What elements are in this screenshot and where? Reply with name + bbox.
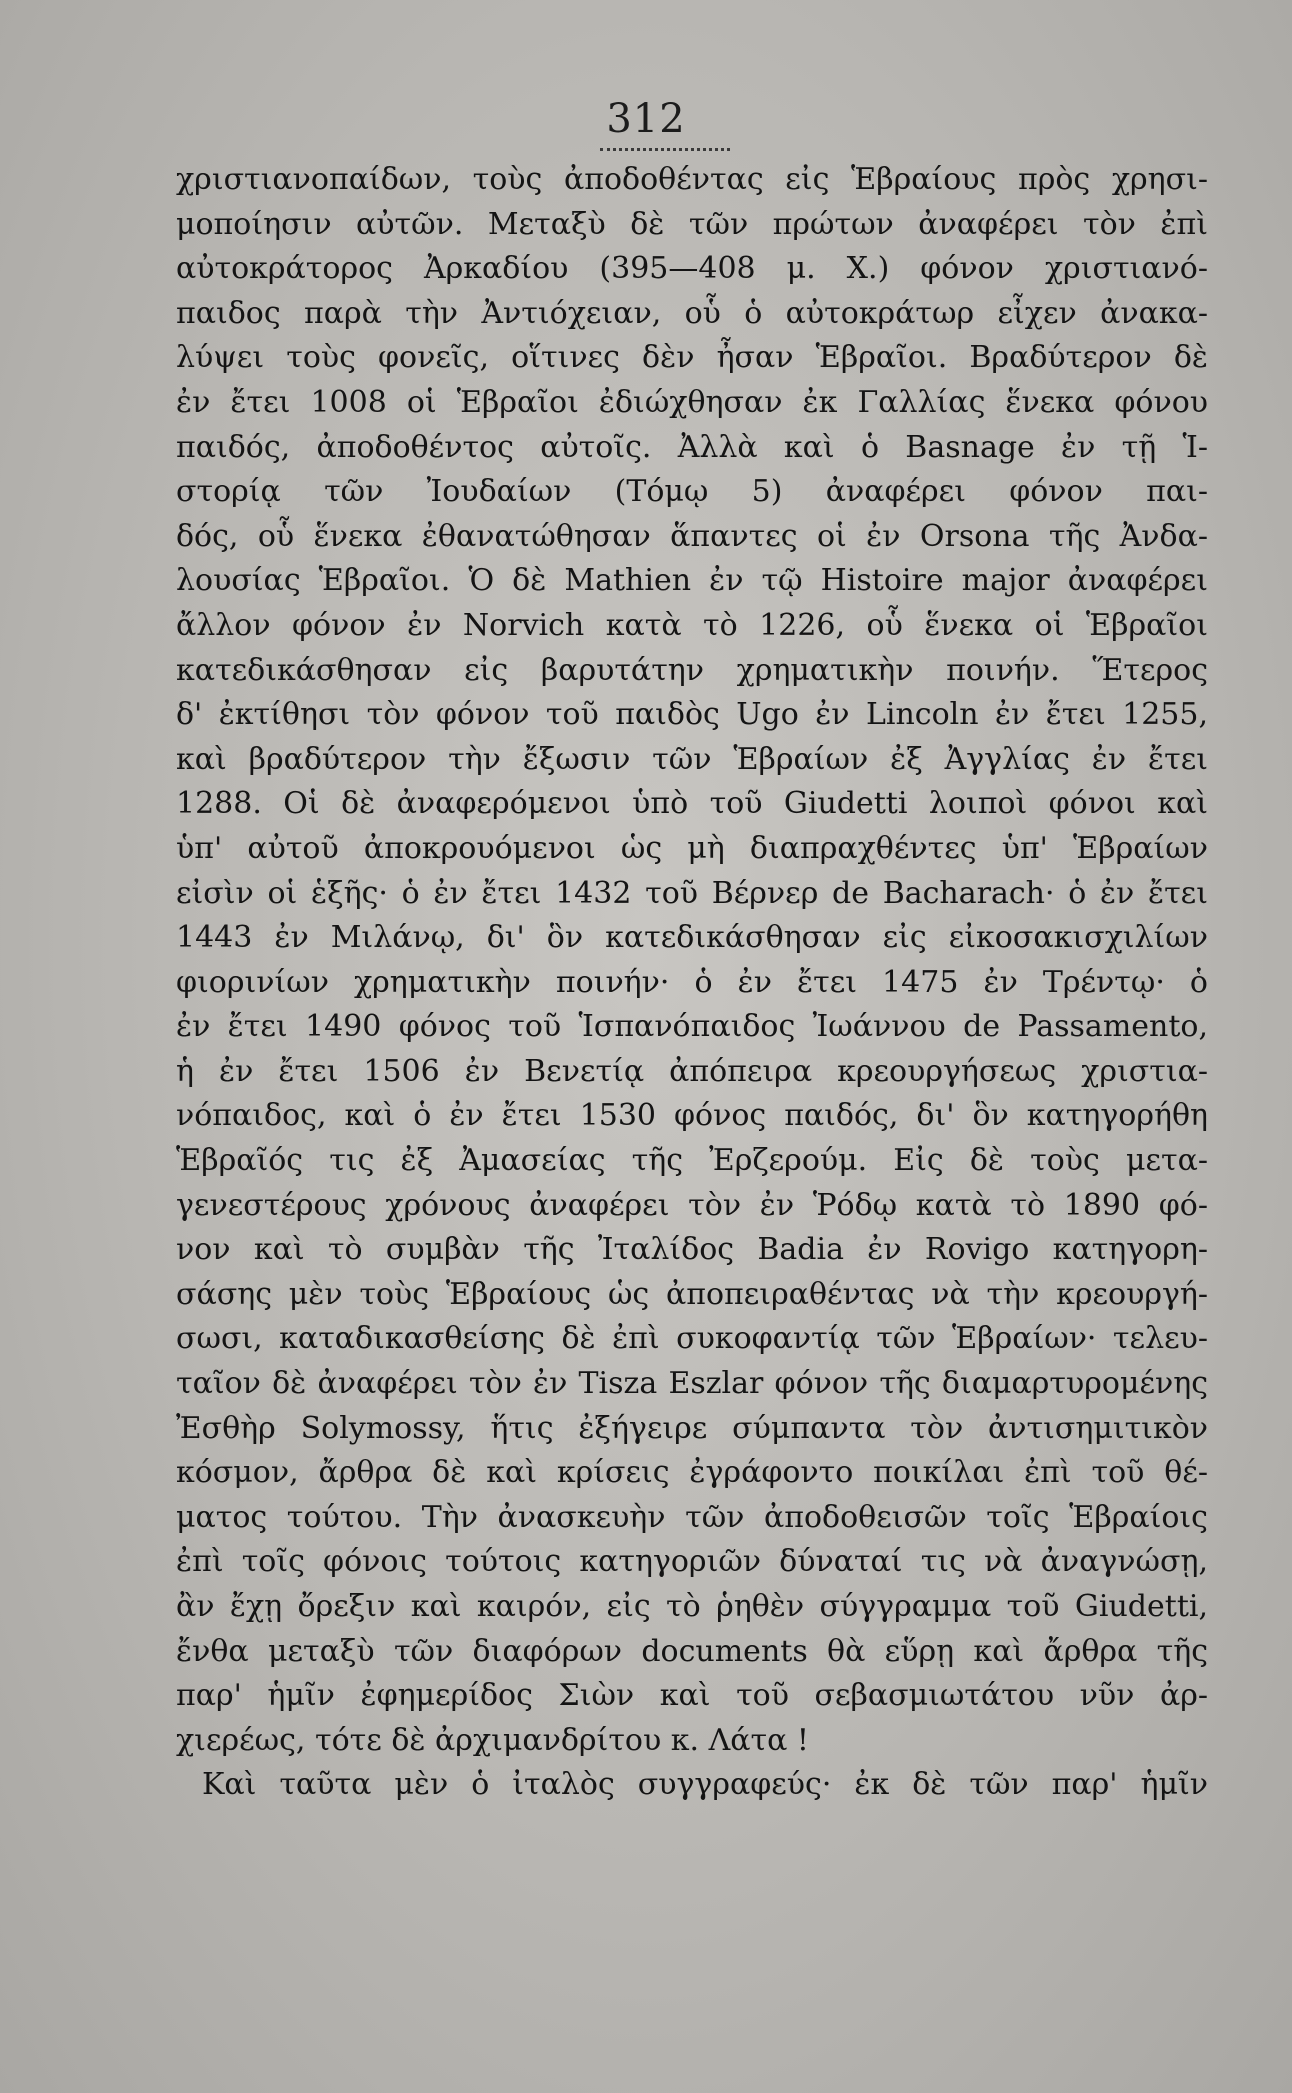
- text-line: ἂν ἔχῃ ὄρεξιν καὶ καιρόν, εἰς τὸ ῥηθὲν σύγγραμμα τοῦ Giudetti,: [176, 1589, 1208, 1624]
- text-line: νον καὶ τὸ συμβὰν τῆς Ἰταλίδος Badia ἐν Rovigo κατηγορη-: [176, 1232, 1208, 1268]
- text-line-paragraph-end: χιερέως, τότε δὲ ἀρχιμανδρίτου κ. Λάτα !: [176, 1722, 809, 1758]
- text-line: νόπαιδος, καὶ ὁ ἐν ἔτει 1530 φόνος παιδός, δι' ὃν κατηγορήθη: [176, 1098, 1208, 1134]
- text-line: ἐν ἔτει 1008 οἱ Ἑβραῖοι ἐδιώχθησαν ἐκ Γαλλίας ἕνεκα φόνου: [176, 384, 1208, 420]
- text-line: σωσι, καταδικασθείσης δὲ ἐπὶ συκοφαντίᾳ τῶν Ἑβραίων· τελευ-: [176, 1321, 1208, 1357]
- text-line: ἄλλον φόνον ἐν Norvich κατὰ τὸ 1226, οὗ ἕνεκα οἱ Ἑβραῖοι: [176, 607, 1208, 643]
- text-line: ὑπ' αὐτοῦ ἀποκρουόμενοι ὡς μὴ διαπραχθέντες ὑπ' Ἑβραίων: [176, 830, 1208, 866]
- text-line: σάσης μὲν τοὺς Ἑβραίους ὡς ἀποπειραθέντας νὰ τὴν κρεουργή-: [176, 1276, 1208, 1312]
- text-line: ταῖον δὲ ἀναφέρει τὸν ἐν Tisza Eszlar φόνον τῆς διαμαρτυρομένης: [176, 1366, 1208, 1402]
- text-line: δός, οὗ ἕνεκα ἐθανατώθησαν ἅπαντες οἱ ἐν Orsona τῆς Ἀνδα-: [176, 518, 1208, 554]
- text-line: κατεδικάσθησαν εἰς βαρυτάτην χρηματικὴν ποινήν. Ἕτερος: [176, 652, 1208, 688]
- text-line: λύψει τοὺς φονεῖς, οἵτινες δὲν ἦσαν Ἑβραῖοι. Βραδύτερον δὲ: [176, 340, 1208, 376]
- text-line: στορίᾳ τῶν Ἰουδαίων (Τόμῳ 5) ἀναφέρει φόνον παι-: [176, 474, 1208, 510]
- text-line: δ' ἐκτίθησι τὸν φόνον τοῦ παιδὸς Ugo ἐν Lincoln ἐν ἔτει 1255,: [176, 697, 1208, 733]
- text-line: Ἐσθὴρ Solymossy, ἥτις ἐξήγειρε σύμπαντα τὸν ἀντισημιτικὸν: [176, 1410, 1208, 1446]
- text-line: λουσίας Ἑβραῖοι. Ὁ δὲ Mathien ἐν τῷ Histoire major ἀναφέρει: [176, 563, 1208, 599]
- text-line: ματος τούτου. Τὴν ἀνασκευὴν τῶν ἀποδοθεισῶν τοῖς Ἑβραίοις: [176, 1499, 1208, 1535]
- text-line: χριστιανοπαίδων, τοὺς ἀποδοθέντας εἰς Ἑβραίους πρὸς χρησι-: [176, 162, 1208, 197]
- text-line: παιδος παρὰ τὴν Ἀντιόχειαν, οὗ ὁ αὐτοκράτωρ εἶχεν ἀνακα-: [176, 295, 1208, 331]
- text-line: ἐν ἔτει 1490 φόνος τοῦ Ἱσπανόπαιδος Ἰωάννου de Passamento,: [176, 1009, 1208, 1045]
- text-line: 1288. Οἱ δὲ ἀναφερόμενοι ὑπὸ τοῦ Giudetti λοιποὶ φόνοι καὶ: [176, 786, 1208, 822]
- page-number: 312: [606, 96, 686, 142]
- body-text: [176, 158, 1208, 1808]
- text-line: ἔνθα μεταξὺ τῶν διαφόρων documents θὰ εὕρῃ καὶ ἄρθρα τῆς: [176, 1633, 1208, 1669]
- text-line-paragraph-start: Καὶ ταῦτα μὲν ὁ ἰταλὸς συγγραφεύς· ἐκ δὲ τῶν παρ' ἡμῖν: [202, 1767, 1208, 1803]
- page-number-rule: [600, 148, 730, 151]
- text-line: παιδός, ἀποδοθέντος αὐτοῖς. Ἀλλὰ καὶ ὁ Basnage ἐν τῇ Ἱ-: [176, 429, 1208, 465]
- text-line: μοποίησιν αὐτῶν. Μεταξὺ δὲ τῶν πρώτων ἀναφέρει τὸν ἐπὶ: [176, 206, 1208, 242]
- text-line: αὐτοκράτορος Ἀρκαδίου (395—408 μ. Χ.) φόνον χριστιανό-: [176, 251, 1208, 287]
- text-line: καὶ βραδύτερον τὴν ἔξωσιν τῶν Ἑβραίων ἐξ Ἀγγλίας ἐν ἔτει: [176, 741, 1208, 777]
- text-line: ἡ ἐν ἔτει 1506 ἐν Βενετίᾳ ἀπόπειρα κρεουργήσεως χριστια-: [176, 1053, 1208, 1089]
- text-line: εἰσὶν οἱ ἑξῆς· ὁ ἐν ἔτει 1432 τοῦ Βέρνερ de Bacharach· ὁ ἐν ἔτει: [176, 875, 1208, 911]
- text-line: 1443 ἐν Μιλάνῳ, δι' ὃν κατεδικάσθησαν εἰς εἰκοσακισχιλίων: [176, 920, 1208, 956]
- text-line: Ἑβραῖός τις ἐξ Ἀμασείας τῆς Ἐρζερούμ. Εἰς δὲ τοὺς μετα-: [176, 1143, 1208, 1179]
- text-line: ἐπὶ τοῖς φόνοις τούτοις κατηγοριῶν δύναταί τις νὰ ἀναγνώσῃ,: [176, 1544, 1208, 1580]
- text-line: παρ' ἡμῖν ἐφημερίδος Σιὼν καὶ τοῦ σεβασμιωτάτου νῦν ἀρ-: [176, 1678, 1208, 1714]
- text-line: γενεστέρους χρόνους ἀναφέρει τὸν ἐν Ῥόδῳ κατὰ τὸ 1890 φό-: [176, 1187, 1208, 1223]
- text-line: κόσμον, ἄρθρα δὲ καὶ κρίσεις ἐγράφοντο ποικίλαι ἐπὶ τοῦ θέ-: [176, 1455, 1208, 1491]
- text-line: φιορινίων χρηματικὴν ποινήν· ὁ ἐν ἔτει 1475 ἐν Τρέντῳ· ὁ: [176, 964, 1208, 1000]
